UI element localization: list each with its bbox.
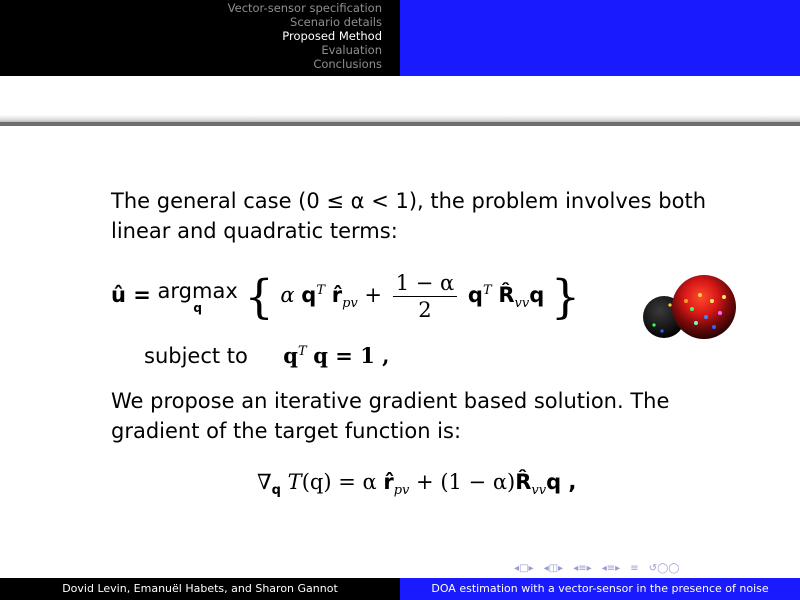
- constraint-expression: q = 1 ,: [313, 343, 390, 368]
- footer-authors: Dovid Levin, Emanuël Habets, and Sharon Gannot: [0, 578, 400, 600]
- gradient-equation: $\nabla_q$ T(q) = α $r̂_{pv} + (1$ − $\alpha)R̂_{vv}q$ ,: [257, 470, 577, 499]
- nav-appendix-icon[interactable]: ≡: [630, 563, 639, 574]
- q-vector-grad: q ,: [546, 470, 577, 494]
- u-hat-lhs: û =: [111, 283, 151, 307]
- q-vector: q: [301, 283, 317, 307]
- nabla-symbol: ∇: [257, 470, 272, 494]
- header-right-bar: [400, 0, 800, 76]
- nav-prev-subsection-icon[interactable]: ◂◫▸: [543, 563, 564, 574]
- gradient-argument: (q) = α: [301, 470, 377, 494]
- section-navigation: [228, 1, 382, 71]
- argmax-operator: argmax q: [157, 278, 238, 315]
- footer-title: DOA estimation with a vector-sensor in the presence of noise: [400, 578, 800, 600]
- beamer-ball-ornament-icon: [640, 275, 740, 345]
- nav-item-scenario-details[interactable]: Scenario details: [290, 15, 382, 29]
- nav-prev-frame-icon[interactable]: ◂□▸: [514, 563, 534, 574]
- intro-paragraph: The general case (0 ≤ α < 1), the problem involves both linear and quadratic terms:: [111, 189, 707, 243]
- gradient-paragraph: We propose an iterative gradient based solution. The gradient of the target function is:: [111, 389, 670, 443]
- right-brace: }: [550, 269, 581, 324]
- nav-item-evaluation[interactable]: Evaluation: [321, 43, 382, 57]
- optimization-equation: û = argmax q { α $q^T$ $r̂_{pv}$ + $\frac{1 - \alpha}{2}$ $q^T$ $R̂_{vv}q$ }: [111, 269, 581, 324]
- title-band-shadow: [0, 122, 800, 126]
- r-hat-vector: r̂: [331, 283, 343, 307]
- nav-section-icon[interactable]: ◂≡▸: [573, 563, 592, 574]
- half-fraction: $\frac{1 - \alpha}{2}$: [393, 270, 458, 323]
- r-hat-matrix: R̂: [498, 283, 515, 307]
- alpha-symbol: α: [280, 283, 295, 307]
- frame-title-band: [0, 76, 800, 126]
- q-vector-3: q: [529, 283, 545, 307]
- nav-search-icon[interactable]: ↺◯◯: [648, 563, 680, 574]
- nav-item-vector-sensor-specification[interactable]: Vector-sensor specification: [227, 1, 382, 15]
- header-left-bar: [0, 0, 400, 76]
- r-hat-matrix-grad: R̂: [515, 470, 532, 494]
- nav-subsection-icon[interactable]: ◂≡▸: [601, 563, 621, 574]
- constraint-line: subject to $q^T$ q = 1 ,: [144, 343, 390, 368]
- left-brace: {: [244, 269, 274, 324]
- nav-item-conclusions[interactable]: Conclusions: [313, 57, 382, 71]
- q-vector-2: q: [467, 283, 483, 307]
- nav-item-proposed-method[interactable]: Proposed Method: [282, 29, 382, 43]
- target-function-T: T: [287, 470, 302, 494]
- subject-to-label: subject to: [144, 344, 248, 368]
- gradient-middle-term: + (1 − α): [409, 470, 516, 494]
- constraint-q: q: [283, 343, 298, 368]
- beamer-navigation-controls: [514, 556, 794, 572]
- r-hat-vector-grad: r̂: [383, 470, 394, 494]
- plus-sign: +: [364, 283, 383, 307]
